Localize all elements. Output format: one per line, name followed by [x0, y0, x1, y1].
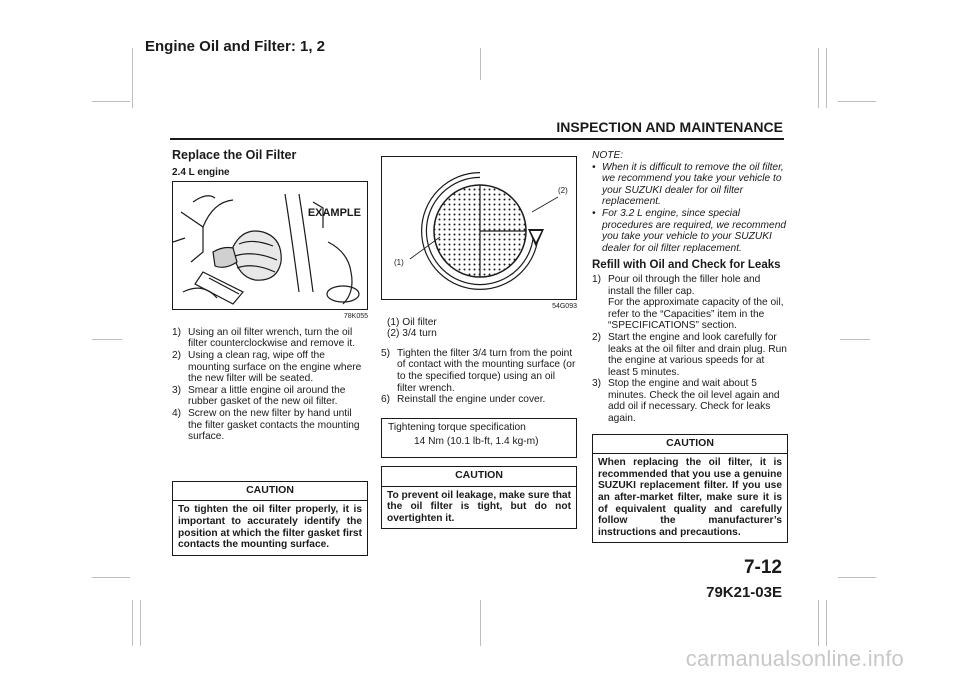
watermark: carmanualsonline.info — [685, 646, 904, 671]
crop-mark — [92, 577, 130, 578]
crop-mark — [838, 577, 876, 578]
crop-mark — [818, 600, 819, 646]
crop-mark — [826, 48, 827, 108]
steps-list — [381, 348, 577, 406]
note-block — [592, 150, 788, 254]
section-heading: Refill with Oil and Check for Leaks — [592, 259, 781, 272]
crop-mark — [818, 48, 819, 108]
engine-illustration — [173, 182, 367, 309]
crop-mark — [140, 600, 141, 646]
list-item: 5) Tighten the filter 3/4 turn from the point of contact with the mounting surface (or to the specified torque) using an oil filter wrench. — [381, 347, 576, 394]
section-title: INSPECTION AND MAINTENANCE — [556, 119, 783, 135]
column-1 — [172, 150, 368, 556]
crop-mark — [838, 101, 876, 102]
crop-mark — [480, 600, 481, 646]
caution-title: CAUTION — [593, 435, 787, 455]
document-code: 79K21-03E — [706, 584, 782, 601]
spec-value: 14 Nm (10.1 lb-ft, 1.4 kg-m) — [414, 436, 539, 448]
oil-filter-wrench-figure — [172, 181, 368, 310]
document-title: Engine Oil and Filter: 1, 2 — [145, 38, 326, 55]
subheading: 2.4 L engine — [172, 166, 230, 178]
oil-filter-turn-figure — [381, 156, 577, 300]
crop-mark — [826, 600, 827, 646]
callout-label-2: (2) — [558, 186, 568, 195]
list-item: 6) Reinstall the engine under cover. — [381, 394, 546, 406]
legend-item: (2) 3/4 turn — [387, 328, 437, 340]
caution-body: When replacing the oil filter, it is recommended that you use a genuine SUZUKI replacement filter. If you use an after-market filter, make sure it is of equivalent quality and carefully follow the manufacturer’s instructions and precautions. — [598, 457, 782, 538]
crop-mark — [92, 101, 130, 102]
caution-title: CAUTION — [382, 467, 576, 487]
list-item: 3) Stop the engine and wait about 5 minutes. Check the oil level again and add oil if necessary. Check for leaks again. — [592, 378, 780, 425]
list-item: 1) Using an oil filter wrench, turn the oil filter counterclockwise and remove it. — [172, 326, 356, 350]
list-item: 4) Screw on the new filter by hand until the filter gasket contacts the mounting surface. — [172, 407, 360, 443]
crop-mark — [92, 339, 122, 340]
crop-mark — [132, 600, 133, 646]
figure-label: EXAMPLE — [307, 207, 361, 220]
legend-item: (1) Oil filter — [387, 316, 437, 328]
steps-list — [172, 327, 368, 443]
steps-list — [592, 274, 788, 425]
caution-body: To tighten the oil filter properly, it is important to accurately identify the position at which the filter gasket first contacts the mounting surface. — [178, 504, 362, 551]
caution-box — [592, 434, 788, 544]
caution-box — [381, 466, 577, 529]
torque-spec-box — [381, 418, 577, 458]
list-item: 2) Start the engine and look carefully for leaks at the oil filter and drain plug. Run the engine at various speeds for at least 5 minutes. — [592, 331, 787, 378]
caution-title: CAUTION — [173, 482, 367, 502]
list-item: • For 3.2 L engine, since special procedures are required, we recommend you take your vehicle to your SUZUKI dealer for oil filter replacement. — [592, 207, 787, 254]
note-label: NOTE: — [592, 150, 624, 161]
filter-turn-diagram — [382, 157, 576, 299]
figure-code: 54G093 — [552, 303, 577, 310]
column-3 — [592, 150, 788, 543]
column-2 — [381, 156, 577, 529]
crop-mark — [840, 339, 870, 340]
spec-title: Tightening torque specification — [388, 421, 526, 433]
caution-body: To prevent oil leakage, make sure that the oil filter is tight, but do not overtighten it. — [387, 489, 571, 524]
figure-code: 78K055 — [343, 313, 368, 321]
header-rule — [170, 138, 784, 140]
section-heading: Replace the Oil Filter — [172, 148, 297, 162]
crop-mark — [132, 48, 133, 108]
caution-box — [172, 481, 368, 556]
list-item: • When it is difficult to remove the oil filter, we recommend you take your vehicle to your SUZUKI dealer for oil filter replacement. — [592, 161, 784, 208]
callout-label-1: (1) — [394, 258, 404, 267]
figure-legend — [381, 317, 577, 340]
list-item: 3) Smear a little engine oil around the rubber gasket of the new oil filter. — [172, 384, 346, 408]
list-item: 2) Using a clean rag, wipe off the mounting surface on the engine where the new filter will be seated. — [172, 349, 362, 385]
list-item: 1) Pour oil through the filler hole and install the filler cap. For the approximate capacity of the oil, refer to the “Capacities” item in the “SPECIFICATIONS” section. — [592, 273, 784, 332]
crop-mark — [480, 48, 481, 80]
page-number: 7-12 — [743, 557, 782, 578]
